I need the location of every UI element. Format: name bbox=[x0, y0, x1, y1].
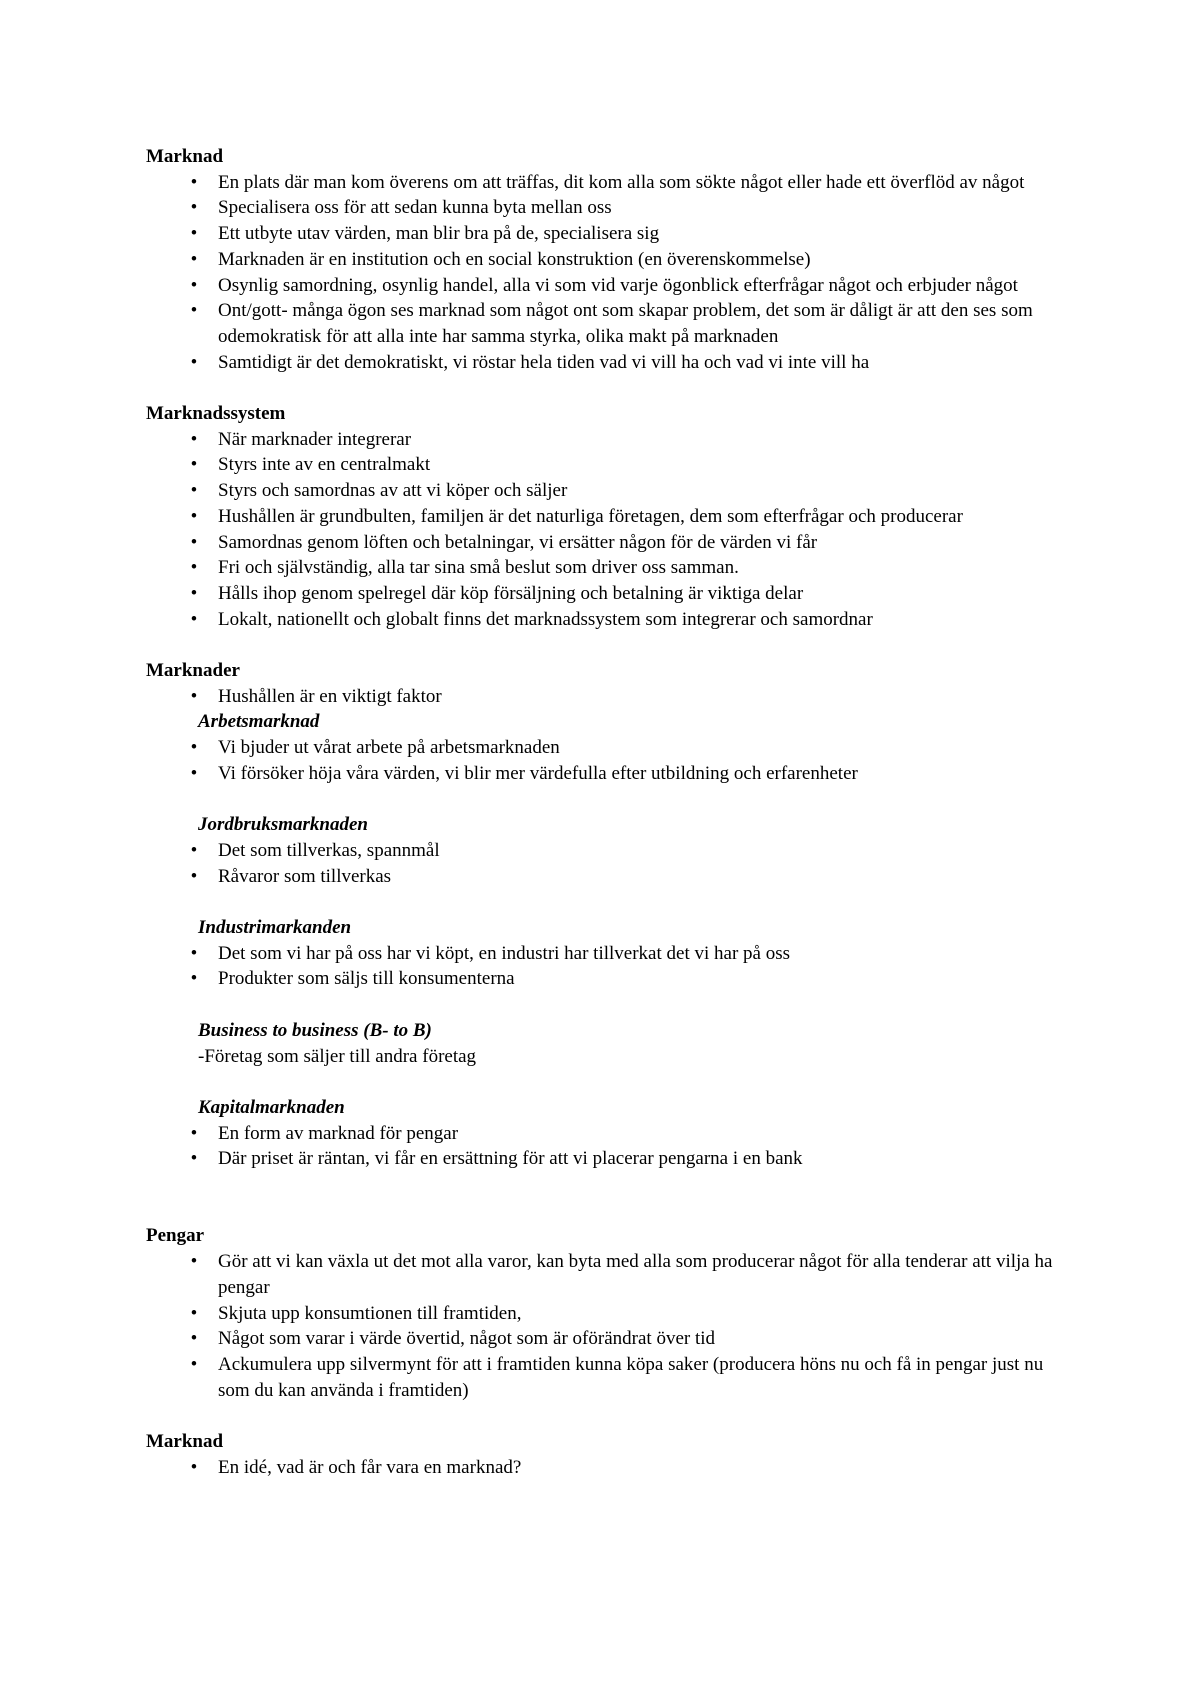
list-item bbox=[146, 684, 1076, 710]
list-item-text: Råvaror som tillverkas bbox=[218, 865, 392, 887]
section-heading: Marknad bbox=[146, 1431, 224, 1453]
list-item bbox=[146, 941, 1076, 967]
spacer bbox=[146, 1403, 1076, 1429]
list-item bbox=[146, 555, 1076, 581]
bullet-icon: • bbox=[190, 685, 198, 707]
list-item bbox=[146, 170, 1076, 196]
list-item bbox=[146, 1455, 1076, 1481]
section-heading: Marknader bbox=[146, 660, 240, 682]
list-item bbox=[146, 273, 1076, 299]
spacer bbox=[146, 375, 1076, 401]
list-item-text: En form av marknad för pengar bbox=[218, 1122, 459, 1144]
bullet-list bbox=[146, 838, 1076, 889]
bullet-icon: • bbox=[190, 839, 198, 861]
bullet-icon: • bbox=[190, 1122, 198, 1144]
list-item-text: Det som vi har på oss har vi köpt, en industri har tillverkat det vi har på oss bbox=[218, 942, 790, 964]
bullet-icon: • bbox=[190, 1251, 198, 1273]
list-item bbox=[146, 761, 1076, 787]
bullet-icon: • bbox=[190, 1148, 198, 1170]
list-item bbox=[146, 581, 1076, 607]
list-item-text: Styrs och samordnas av att vi köper och säljer bbox=[218, 480, 568, 502]
list-item bbox=[146, 247, 1076, 273]
bullet-icon: • bbox=[190, 1302, 198, 1324]
bullet-icon: • bbox=[190, 557, 198, 579]
spacer bbox=[146, 1069, 1076, 1095]
section-heading: Pengar bbox=[146, 1225, 205, 1247]
bullet-icon: • bbox=[190, 608, 198, 630]
list-item-text: Hushållen är grundbulten, familjen är det naturliga företagen, dem som efterfrågar och producerar bbox=[218, 505, 963, 527]
bullet-icon: • bbox=[190, 171, 198, 193]
list-item-text: Samtidigt är det demokratiskt, vi röstar hela tiden vad vi vill ha och vad vi inte vill ha bbox=[218, 351, 870, 373]
bullet-list bbox=[146, 735, 1076, 786]
document-page bbox=[146, 144, 1076, 1480]
subsection-heading: Jordbruksmarknaden bbox=[198, 814, 368, 836]
spacer bbox=[146, 632, 1076, 658]
bullet-icon: • bbox=[190, 942, 198, 964]
list-item-text: Vi bjuder ut vårat arbete på arbetsmarknaden bbox=[218, 737, 560, 759]
spacer bbox=[146, 787, 1076, 813]
bullet-icon: • bbox=[190, 737, 198, 759]
list-item bbox=[146, 607, 1076, 633]
list-item bbox=[146, 735, 1076, 761]
list-item bbox=[146, 1301, 1076, 1327]
bullet-icon: • bbox=[190, 300, 198, 322]
bullet-icon: • bbox=[190, 351, 198, 373]
section-heading: Marknad bbox=[146, 146, 224, 167]
subsection-heading: Business to business (B- to B) bbox=[198, 1019, 432, 1041]
bullet-icon: • bbox=[190, 762, 198, 784]
section-heading: Marknadssystem bbox=[146, 403, 286, 425]
bullet-list bbox=[146, 1249, 1076, 1403]
list-item-text: En idé, vad är och får vara en marknad? bbox=[218, 1456, 522, 1478]
bullet-list bbox=[146, 170, 1076, 376]
list-item-text: Ont/gott- många ögon ses marknad som något ont som skapar problem, det som är dåligt är att den ses som odemokratisk för att alla inte har samma styrka, olika makt på marknaden bbox=[218, 300, 1033, 347]
list-item bbox=[146, 864, 1076, 890]
list-item bbox=[146, 504, 1076, 530]
bullet-list bbox=[146, 684, 1076, 710]
list-item-text: Marknaden är en institution och en social konstruktion (en överenskommelse) bbox=[218, 248, 811, 270]
list-item bbox=[146, 298, 1076, 349]
list-item-text: När marknader integrerar bbox=[218, 428, 412, 450]
list-item-text: Lokalt, nationellt och globalt finns det marknadssystem som integrerar och samordnar bbox=[218, 608, 873, 630]
list-item-text: Specialisera oss för att sedan kunna byta mellan oss bbox=[218, 197, 612, 219]
bullet-icon: • bbox=[190, 531, 198, 553]
list-item bbox=[146, 838, 1076, 864]
spacer bbox=[146, 992, 1076, 1018]
bullet-list bbox=[146, 1121, 1076, 1172]
list-item-text: Ett utbyte utav värden, man blir bra på de, specialisera sig bbox=[218, 223, 660, 245]
spacer bbox=[146, 889, 1076, 915]
bullet-icon: • bbox=[190, 480, 198, 502]
bullet-icon: • bbox=[190, 1456, 198, 1478]
list-item bbox=[146, 350, 1076, 376]
spacer bbox=[146, 1172, 1076, 1223]
list-item-text: Gör att vi kan växla ut det mot alla varor, kan byta med alla som producerar något för alla tenderar att vilja ha pengar bbox=[218, 1251, 1053, 1298]
bullet-list bbox=[146, 427, 1076, 633]
bullet-list bbox=[146, 941, 1076, 992]
list-item bbox=[146, 966, 1076, 992]
list-item bbox=[146, 1352, 1076, 1403]
list-item bbox=[146, 221, 1076, 247]
subsection-heading: Arbetsmarknad bbox=[198, 711, 320, 733]
bullet-icon: • bbox=[190, 274, 198, 296]
bullet-icon: • bbox=[190, 1353, 198, 1375]
list-item-text: Något som varar i värde övertid, något som är oförändrat över tid bbox=[218, 1328, 716, 1350]
bullet-icon: • bbox=[190, 223, 198, 245]
list-item bbox=[146, 427, 1076, 453]
bullet-icon: • bbox=[190, 582, 198, 604]
subsection-heading: Kapitalmarknaden bbox=[198, 1096, 345, 1118]
bullet-icon: • bbox=[190, 428, 198, 450]
bullet-icon: • bbox=[190, 197, 198, 219]
list-item bbox=[146, 452, 1076, 478]
bullet-icon: • bbox=[190, 454, 198, 476]
list-item bbox=[146, 195, 1076, 221]
list-item bbox=[146, 1146, 1076, 1172]
bullet-list bbox=[146, 1455, 1076, 1481]
list-item bbox=[146, 1326, 1076, 1352]
list-item-text: Fri och självständig, alla tar sina små beslut som driver oss samman. bbox=[218, 557, 739, 579]
list-item-text: Det som tillverkas, spannmål bbox=[218, 839, 440, 861]
list-item bbox=[146, 1249, 1076, 1300]
bullet-icon: • bbox=[190, 248, 198, 270]
bullet-icon: • bbox=[190, 865, 198, 887]
list-item bbox=[146, 478, 1076, 504]
list-item-text: Hålls ihop genom spelregel där köp försäljning och betalning är viktiga delar bbox=[218, 582, 804, 604]
list-item bbox=[146, 530, 1076, 556]
list-item bbox=[146, 1121, 1076, 1147]
list-item-text: Vi försöker höja våra värden, vi blir mer värdefulla efter utbildning och erfarenheter bbox=[218, 762, 858, 784]
bullet-icon: • bbox=[190, 1328, 198, 1350]
list-item-text: Skjuta upp konsumtionen till framtiden, bbox=[218, 1302, 522, 1324]
list-item-text: Produkter som säljs till konsumenterna bbox=[218, 968, 515, 990]
list-item-text: Styrs inte av en centralmakt bbox=[218, 454, 431, 476]
list-item-text: En plats där man kom överens om att träffas, dit kom alla som sökte något eller hade ett överflöd av något bbox=[218, 171, 1025, 193]
bullet-icon: • bbox=[190, 968, 198, 990]
list-item-text: Ackumulera upp silvermynt för att i framtiden kunna köpa saker (producera höns nu och få in pengar just nu som du kan använda i framtiden) bbox=[218, 1353, 1044, 1401]
text-line: -Företag som säljer till andra företag bbox=[198, 1045, 477, 1067]
list-item-text: Hushållen är en viktigt faktor bbox=[218, 685, 442, 707]
subsection-heading: Industrimarkanden bbox=[198, 917, 352, 939]
list-item-text: Osynlig samordning, osynlig handel, alla vi som vid varje ögonblick efterfrågar något och erbjuder något bbox=[218, 274, 1018, 296]
list-item-text: Samordnas genom löften och betalningar, vi ersätter någon för de värden vi får bbox=[218, 531, 818, 553]
list-item-text: Där priset är räntan, vi får en ersättning för att vi placerar pengarna i en bank bbox=[218, 1148, 803, 1170]
bullet-icon: • bbox=[190, 505, 198, 527]
